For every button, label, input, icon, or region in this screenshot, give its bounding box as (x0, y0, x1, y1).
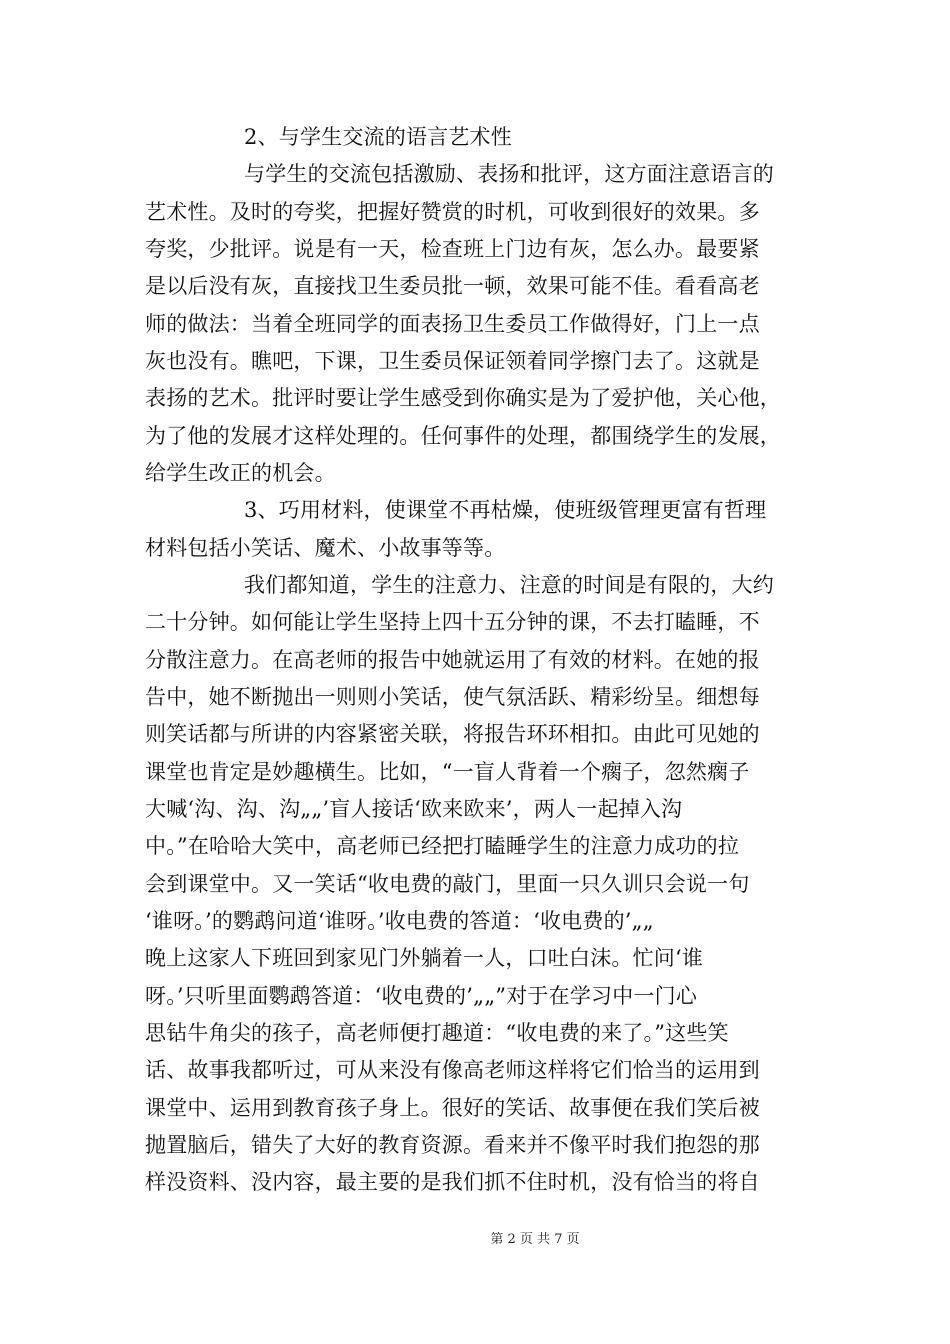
paragraph-line: 夸奖，少批评。说是有一天，检查班上门边有灰，怎么办。最要紧 (145, 237, 760, 261)
paragraph-line: 师的做法：当着全班同学的面表扬卫生委员工作做得好，门上一点 (145, 312, 760, 336)
heading-section-3: 3、巧用材料，使课堂不再枯燥，使班级管理更富有哲理 (244, 498, 767, 522)
paragraph-line: 呀。’只听里面鹦鹉答道：‘收电费的’„„”对于在学习中一门心 (145, 984, 698, 1008)
paragraph-line: 分散注意力。在高老师的报告中她就运用了有效的材料。在她的报 (145, 648, 760, 672)
paragraph-line: 二十分钟。如何能让学生坚持上四十五分钟的课，不去打瞌睡，不 (145, 610, 760, 634)
paragraph-line: 为了他的发展才这样处理的。任何事件的处理，都围绕学生的发展， (145, 424, 781, 448)
paragraph-line: 课堂也肯定是妙趣横生。比如，“一盲人背着一个瘸子，忽然瘸子 (145, 760, 750, 784)
paragraph-line: ‘谁呀。’的鹦鹉问道‘谁呀。’收电费的答道：‘收电费的’„„ (145, 909, 654, 933)
paragraph-line: 课堂中、运用到教育孩子身上。很好的笑话、故事便在我们笑后被 (145, 1096, 760, 1120)
paragraph-line: 抛置脑后，错失了大好的教育资源。看来并不像平时我们抱怨的那 (145, 1133, 760, 1157)
paragraph-line: 告中，她不断抛出一则则小笑话，使气氛活跃、精彩纷呈。细想每 (145, 685, 760, 709)
paragraph-line: 灰也没有。瞧吧，下课，卫生委员保证领着同学擦门去了。这就是 (145, 349, 760, 373)
paragraph-line: 中。”在哈哈大笑中，高老师已经把打瞌睡学生的注意力成功的拉 (145, 834, 740, 858)
paragraph-line: 会到课堂中。又一笑话“收电费的敲门，里面一只久训只会说一句 (145, 872, 750, 896)
paragraph-line: 表扬的艺术。批评时要让学生感受到你确实是为了爱护他，关心他， (145, 386, 781, 410)
paragraph-line: 给学生改正的机会。 (145, 461, 336, 485)
heading-section-2: 2、与学生交流的语言艺术性 (244, 125, 512, 149)
page-number-footer: 第 2 页 共 7 页 (490, 1232, 580, 1247)
paragraph-line: 是以后没有灰，直接找卫生委员批一顿，效果可能不佳。看看高老 (145, 274, 760, 298)
paragraph-line: 我们都知道，学生的注意力、注意的时间是有限的，大约 (244, 573, 774, 597)
paragraph-line: 样没资料、没内容，最主要的是我们抓不住时机，没有恰当的将自 (145, 1170, 760, 1194)
paragraph-line: 大喊‘沟、沟、沟„„’盲人接话‘欧来欧来’，两人一起掉入沟 (145, 797, 683, 821)
paragraph-line: 思钻牛角尖的孩子，高老师便打趣道：“收电费的来了。”这些笑 (145, 1021, 729, 1045)
paragraph-line: 与学生的交流包括激励、表扬和批评，这方面注意语言的 (244, 162, 774, 186)
paragraph-line: 则笑话都与所讲的内容紧密关联，将报告环环相扣。由此可见她的 (145, 722, 760, 746)
paragraph-line: 材料包括小笑话、魔术、小故事等等。 (145, 536, 506, 560)
paragraph-line: 艺术性。及时的夸奖，把握好赞赏的时机，可收到很好的效果。多 (145, 200, 760, 224)
paragraph-line: 话、故事我都听过，可从来没有像高老师这样将它们恰当的运用到 (145, 1058, 760, 1082)
paragraph-line: 晚上这家人下班回到家见门外躺着一人，口吐白沫。忙问‘谁 (145, 946, 704, 970)
